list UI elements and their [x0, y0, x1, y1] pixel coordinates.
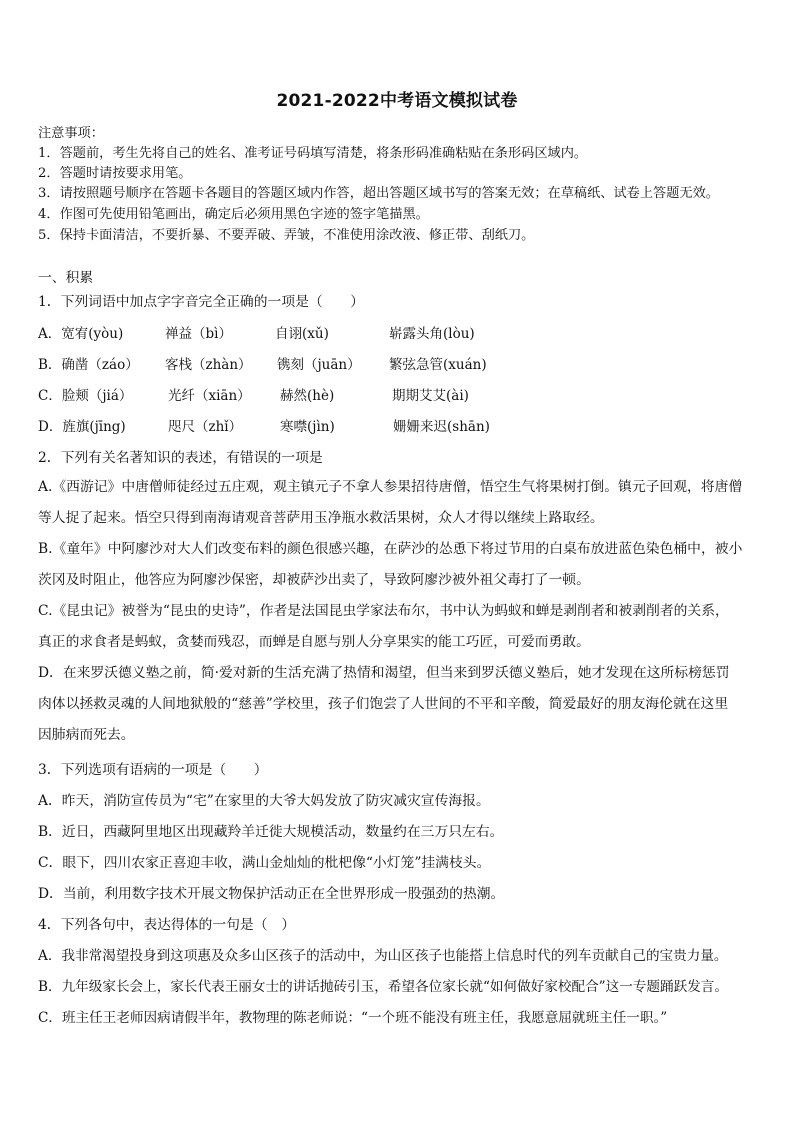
q2-option-b-line: 茨冈及时阻止，他答应为阿廖沙保密，却被萨沙出卖了，导致阿廖沙被外祖父毒打了一顿。 — [38, 572, 590, 588]
q1-option-b: B．确凿（záo） — [38, 357, 139, 373]
q2-option-d-line: 因肺病而死去。 — [38, 727, 135, 743]
page-title: 2021-2022中考语文模拟试卷 — [276, 91, 518, 111]
q1-option-c-word: 光纤（xiān） — [168, 388, 251, 404]
q2-option-c-line: 真正的求食者是蚂蚁，贪婪而残忍，而蝉是自愿与别人分享果实的能工巧匠，可爱而勇敢。 — [38, 634, 590, 650]
q4-option: A．我非常渴望投身到这项惠及众多山区孩子的活动中，为山区孩子也能搭上信息时代的列车贡献自己的宝贵力量。 — [38, 948, 728, 964]
q1-option-d-word: 咫尺（zhǐ） — [168, 419, 243, 435]
q1-option-a-word: 自诩(xǔ) — [275, 326, 329, 342]
q1-option-d-word: 寒噤(jìn) — [280, 419, 335, 435]
q1-option-c-word: 赫然(hè) — [280, 388, 335, 404]
section-heading: 一、积累 — [38, 270, 94, 286]
q1-option-d-word: 姗姗来迟(shān) — [393, 419, 490, 435]
q2-option-c — [38, 596, 760, 658]
q1-option-b-word: 镌刻（juān） — [277, 357, 361, 373]
notice-item: 4．作图可先使用铅笔画出，确定后必须用黑色字迹的签字笔描黑。 — [38, 207, 429, 222]
notice-item: 3．请按照题号顺序在答题卡各题目的答题区域内作答，超出答题区域书写的答案无效；在草稿纸、试卷上答题无效。 — [38, 186, 719, 201]
q2-option-d-line: 肉体以拯救灵魂的人间地狱般的“慈善”学校里，孩子们饱尝了人世间的不平和辛酸，简爱最好的朋友海伦就在这里 — [38, 696, 729, 712]
q1-option-a-word: 崭露头角(lòu) — [389, 326, 475, 342]
notice-heading: 注意事项： — [38, 126, 104, 141]
notice-item: 5．保持卡面清洁，不要折暴、不要弄破、弄皱，不准使用涂改液、修正带、刮纸刀。 — [38, 228, 535, 243]
q2-option-d-line: D．在来罗沃德义塾之前，简·爱对新的生活充满了热情和渴望，但当来到罗沃德义塾后，她才发现在这所标榜惩罚 — [38, 665, 730, 681]
q1-option-b-word: 客栈（zhàn） — [165, 357, 252, 373]
q1-option-d: D．旌旗(jīng) — [38, 419, 126, 435]
q2-option-a-line: A.《西游记》中唐僧师徒经过五庄观，观主镇元子不拿人参果招待唐僧，悟空生气将果树打倒。镇元子回观，将唐僧 — [38, 479, 743, 495]
q2-option-a-line: 等人捉了起来。悟空只得到南海请观音菩萨用玉净瓶水救活果树，众人才得以继续上路取经。 — [38, 510, 604, 526]
q3-option: D．当前，利用数字技术开展文物保护活动正在全世界形成一股强劲的热潮。 — [38, 886, 505, 902]
q2-option-a — [38, 472, 760, 534]
q2-option-b-line: B.《童年》中阿廖沙对大人们改变布料的颜色很感兴趣，在萨沙的怂恿下将过节用的白桌布放进蓝色染色桶中，被小 — [38, 541, 743, 557]
q2-option-b — [38, 534, 760, 596]
question-3-stem: 3．下列选项有语病的一项是（ ） — [38, 762, 268, 778]
q3-option: C．眼下，四川农家正喜迎丰收，满山金灿灿的枇杷像“小灯笼”挂满枝头。 — [38, 855, 491, 871]
notice-item: 1．答题前，考生先将自己的姓名、准考证号码填写清楚，将条形码准确粘贴在条形码区域内。 — [38, 146, 588, 161]
q1-option-c: C．脸颊（jiá） — [38, 388, 133, 404]
q3-option: A．昨天，消防宣传员为“宅”在家里的大爷大妈发放了防灾减灾宣传海报。 — [38, 793, 490, 809]
q4-option: B．九年级家长会上，家长代表王丽女士的讲话抛砖引玉，希望各位家长就“如何做好家校配合”这一专题踊跃发言。 — [38, 979, 728, 995]
q1-option-a-word: 禅益（bì） — [165, 326, 232, 342]
q2-option-d — [38, 658, 760, 751]
question-2-stem: 2．下列有关名著知识的表述，有错误的一项是 — [38, 450, 323, 466]
q2-option-c-line: C.《昆虫记》被誉为“昆虫的史诗”，作者是法国昆虫学家法布尔，书中认为蚂蚁和蝉是剥削者和被剥削者的关系， — [38, 603, 729, 619]
q1-option-a: A．宽宥(yòu) — [38, 326, 124, 342]
notice-item: 2．答题时请按要求用笔。 — [38, 166, 192, 181]
q4-option: C．班主任王老师因病请假半年，教物理的陈老师说：“一个班不能没有班主任，我愿意屈就班主任一职。” — [38, 1010, 668, 1026]
question-4-stem: 4．下列各句中，表达得体的一句是（ ） — [38, 917, 296, 933]
q1-option-c-word: 期期艾艾(ài) — [392, 388, 469, 404]
question-1-stem: 1．下列词语中加点字字音完全正确的一项是（ ） — [38, 294, 365, 310]
q1-option-b-word: 繁弦急管(xuán) — [389, 357, 487, 373]
q3-option: B．近日，西藏阿里地区出现藏羚羊迁徙大规模活动，数量约在三万只左右。 — [38, 824, 504, 840]
